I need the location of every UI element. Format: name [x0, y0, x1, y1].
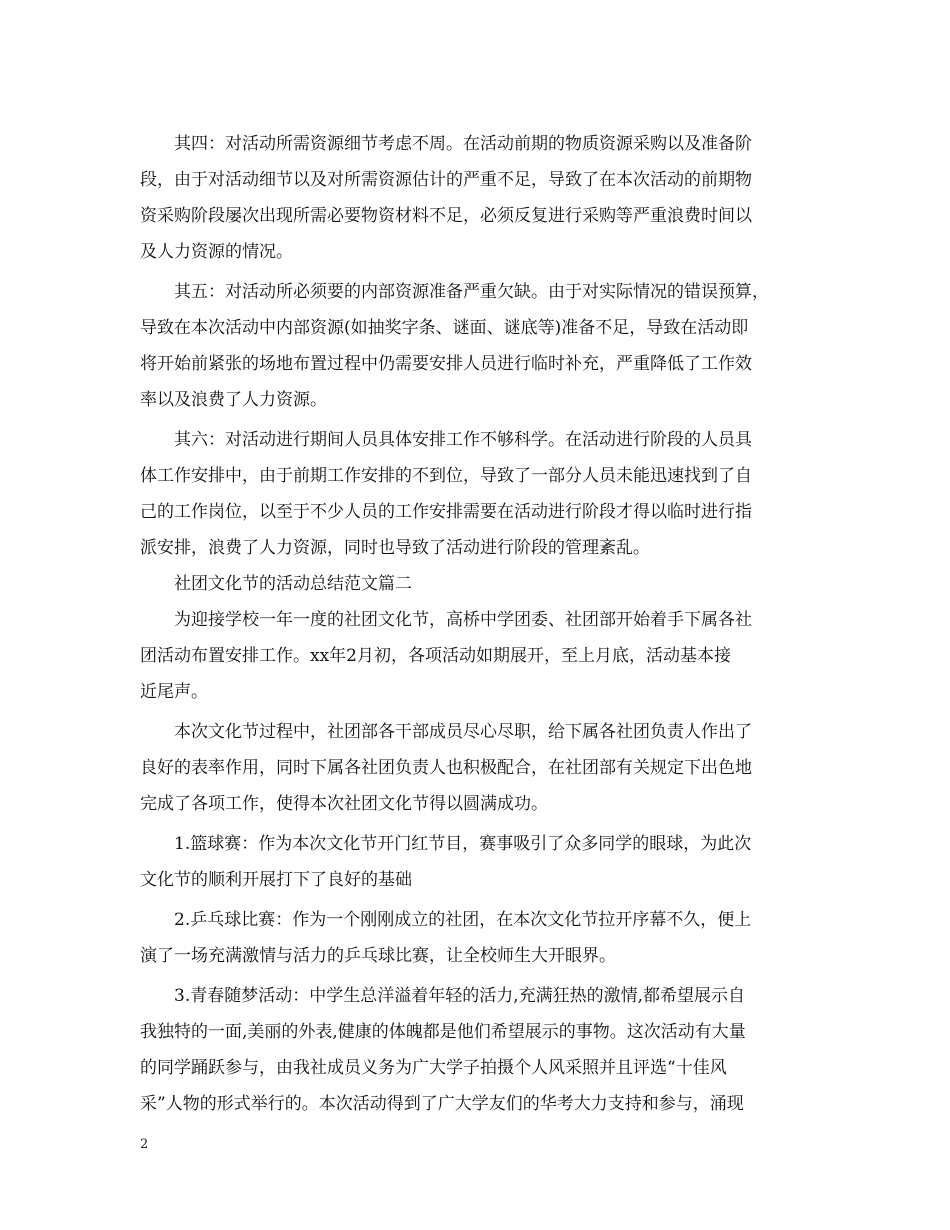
text-line: 良好的表率作用，同时下属各社团负责人也积极配合，在社团部有关规定下出色地: [140, 758, 752, 778]
text-line: 为迎接学校一年一度的社团文化节，高桥中学团委、社团部开始着手下属各社: [174, 610, 752, 630]
text-line: 将开始前紧张的场地布置过程中仍需要安排人员进行临时补充，严重降低了工作效: [140, 354, 752, 374]
text-line: 导致在本次活动中内部资源(如抽奖字条、谜面、谜底等)准备不足，导致在活动即: [140, 318, 749, 338]
text-line: 的同学踊跃参与，由我社成员义务为广大学子拍摄个人风采照并且评选“十佳风: [140, 1058, 727, 1078]
text-line: 演了一场充满激情与活力的乒乓球比赛，让全校师生大开眼界。: [140, 946, 616, 966]
text-line: 社团文化节的活动总结范文篇二: [174, 574, 412, 594]
text-line: 及人力资源的情况。: [140, 242, 293, 262]
text-line: 其五：对活动所必须要的内部资源准备严重欠缺。由于对实际情况的错误预算，: [174, 282, 769, 302]
text-line: 派安排，浪费了人力资源，同时也导致了活动进行阶段的管理紊乱。: [140, 538, 650, 558]
text-line: 资采购阶段屡次出现所需必要物资材料不足，必须反复进行采购等严重浪费时间以: [140, 206, 752, 226]
text-line: 其四：对活动所需资源细节考虑不周。在活动前期的物质资源采购以及准备阶: [174, 134, 752, 154]
text-line: 3.青春随梦活动：中学生总洋溢着年轻的活力,充满狂热的激情,都希望展示自: [174, 986, 746, 1006]
document-body: [140, 126, 840, 1122]
text-line: 本次文化节过程中，社团部各干部成员尽心尽职，给下属各社团负责人作出了: [174, 722, 752, 742]
text-line: 1.篮球赛：作为本次文化节开门红节目，赛事吸引了众多同学的眼球，为此次: [174, 834, 752, 854]
text-line: 我独特的一面,美丽的外表,健康的体魄都是他们希望展示的事物。这次活动有大量: [140, 1022, 746, 1042]
text-line: 其六：对活动进行期间人员具体安排工作不够科学。在活动进行阶段的人员具: [174, 430, 752, 450]
text-line: 团活动布置安排工作。xx年2月初，各项活动如期展开，至上月底，活动基本接: [140, 646, 731, 666]
text-line: 近尾声。: [140, 682, 208, 702]
page-number: 2: [140, 1137, 149, 1152]
text-line: 己的工作岗位，以至于不少人员的工作安排需要在活动进行阶段才得以临时进行指: [140, 502, 752, 522]
text-line: 完成了各项工作，使得本次社团文化节得以圆满成功。: [140, 794, 548, 814]
text-line: 2.乒乓球比赛：作为一个刚刚成立的社团，在本次文化节拉开序幕不久，便上: [174, 910, 752, 930]
text-line: 段，由于对活动细节以及对所需资源估计的严重不足，导致了在本次活动的前期物: [140, 170, 752, 190]
text-line: 体工作安排中，由于前期工作安排的不到位，导致了一部分人员未能迅速找到了自: [140, 466, 752, 486]
text-line: 采”人物的形式举行的。本次活动得到了广大学友们的华考大力支持和参与，涌现: [140, 1094, 744, 1114]
text-line: 率以及浪费了人力资源。: [140, 390, 327, 410]
text-line: 文化节的顺利开展打下了良好的基础: [140, 870, 412, 890]
